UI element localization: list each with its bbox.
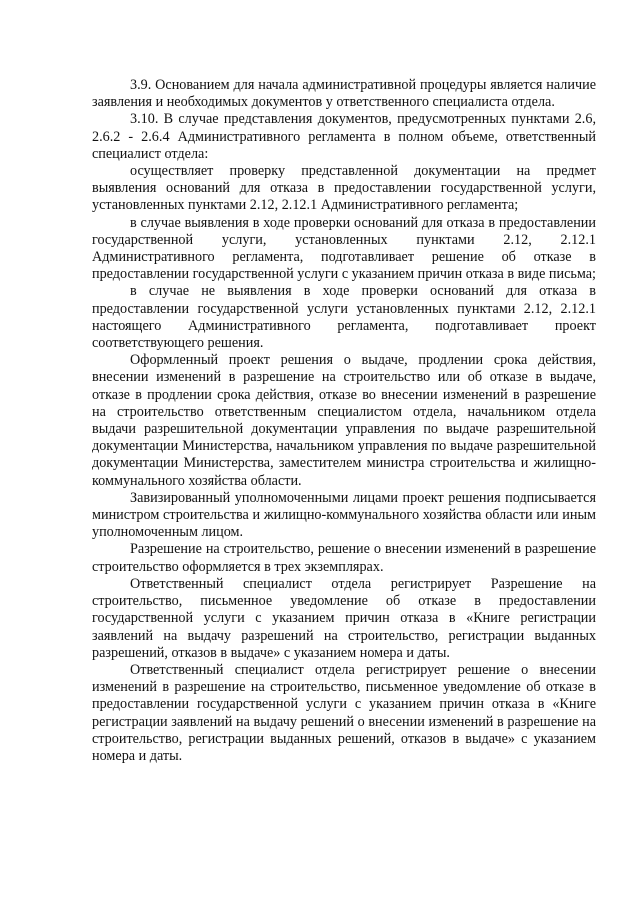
paragraph-refusal-case: в случае выявления в ходе проверки оснований для отказа в предоставлении государственной услуги, установленных пунктами 2.12, 2.12.1 Административного регламента, подготавливает решение об отказе в предоставлении государственной услуги с указанием причин отказа в виде письма; — [92, 214, 596, 283]
paragraph-signing: Завизированный уполномоченными лицами проект решения подписывается министром строительства и жилищно-коммунального хозяйства области или иным уполномоченным лицом. — [92, 489, 596, 541]
document-body — [92, 77, 596, 765]
paragraph-copies: Разрешение на строительство, решение о внесении изменений в разрешение строительство оформляется в трех экземплярах. — [92, 541, 596, 575]
paragraph-3-9: 3.9. Основанием для начала административной процедуры является наличие заявления и необходимых документов у ответственного специалиста отдела. — [92, 77, 596, 111]
paragraph-check-documents: осуществляет проверку представленной документации на предмет выявления оснований для отказа в предоставлении государственной услуги, установленных пунктами 2.12, 2.12.1 Административного регламента; — [92, 163, 596, 214]
paragraph-3-10: 3.10. В случае представления документов, предусмотренных пунктами 2.6, 2.6.2 - 2.6.4 Административного регламента в полном объеме, ответственный специалист отдела: — [92, 111, 596, 162]
paragraph-no-refusal-case: в случае не выявления в ходе проверки оснований для отказа в предоставлении государственной услуги установленных пунктами 2.12, 2.12.1 настоящего Административного регламента, подготавливает проект соответствующего решения. — [92, 283, 596, 352]
paragraph-draft-approval: Оформленный проект решения о выдаче, продлении срока действия, внесении изменений в разрешение на строительство или об отказе в выдаче, отказе в продлении срока действия, отказе во внесении изменений в разрешение на строительство ответственным специалистом отдела, начальником отдела выдачи разрешительной документации управления по выдаче разрешительной документации Министерства, начальником управления по выдаче разрешительной документации Министерства, заместителем министра строительства и жилищно-коммунального хозяйства области. — [92, 352, 596, 489]
paragraph-registration-permit: Ответственный специалист отдела регистрирует Разрешение на строительство, письменное уведомление об отказе в предоставлении государственной услуги с указанием причин отказа в «Книге регистрации заявлений на выдачу разрешений на строительство, регистрации выданных разрешений, отказов в выдаче» с указанием номера и даты. — [92, 575, 596, 661]
paragraph-registration-changes: Ответственный специалист отдела регистрирует решение о внесении изменений в разрешение на строительство, письменное уведомление об отказе в предоставлении государственной услуги с указанием причин отказа в «Книге регистрации заявлений на выдачу решений о внесении изменений в разрешение на строительство, регистрации выданных решений, отказов в выдаче» с указанием номера и даты. — [92, 661, 596, 764]
